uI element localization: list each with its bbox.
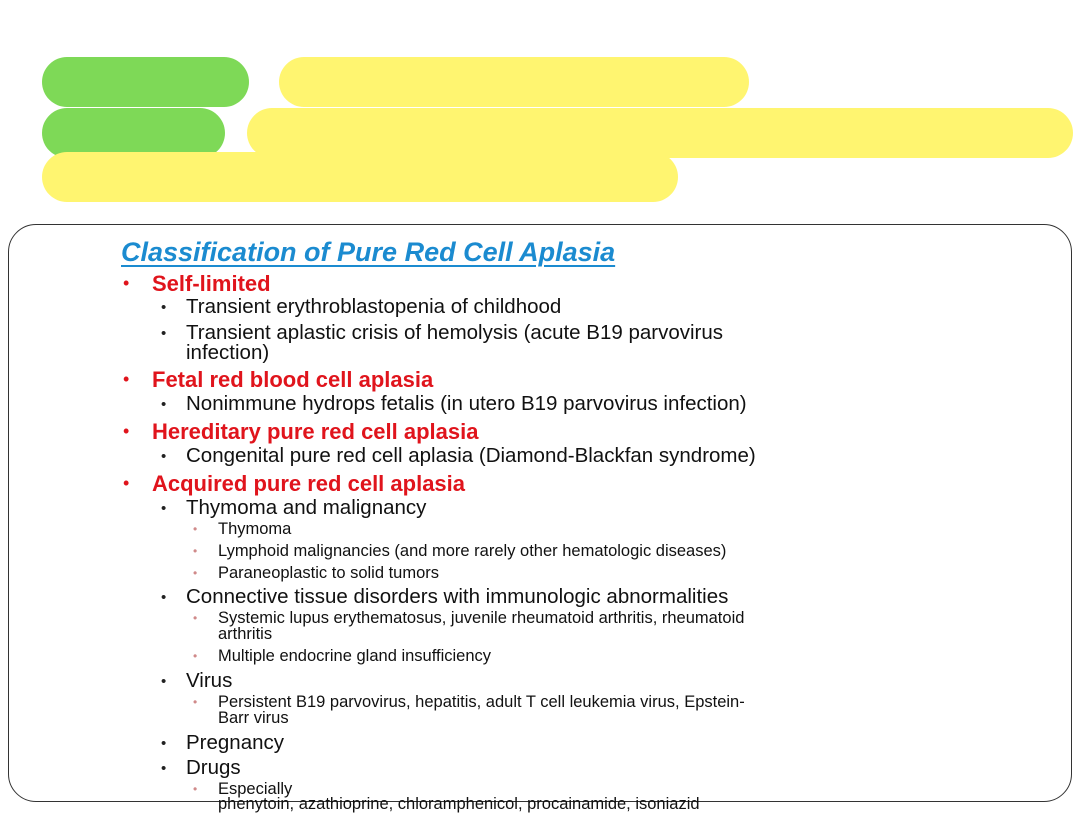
list-item: Nonimmune hydrops fetalis (in utero B19 parvovirus infection) [186,392,747,415]
bullet-icon: • [193,695,198,709]
slide-card [8,224,1072,813]
bullet-icon: • [161,735,167,752]
bullet-icon: • [161,448,167,465]
bullet-icon: • [193,522,198,536]
sub-item: Systemic lupus erythematosus, juvenile rheumatoid arthritis, rheumatoid [218,609,745,627]
bullet-icon: • [123,273,130,293]
bullet-icon: • [161,325,167,342]
section-heading-fetal: Fetal red blood cell aplasia [152,367,434,392]
sub-item: Paraneoplastic to solid tumors [218,564,440,582]
bullet-icon: • [193,544,198,558]
bullet-icon: • [161,299,167,316]
header-pill-yellow-2 [247,108,1073,158]
sub-item: Persistent B19 parvovirus, hepatitis, adult T cell leukemia virus, Epstein- [218,693,745,711]
bullet-icon: • [193,782,198,796]
list-item: Transient aplastic crisis of hemolysis (acute B19 parvovirus [186,321,724,344]
sub-item: Thymoma [218,520,292,538]
bullet-icon: • [193,611,198,625]
group-label-thymoma: Thymoma and malignancy [186,496,427,519]
bullet-icon: • [123,369,130,389]
sub-item: Especially [218,780,293,798]
header-pill-green-1 [42,57,249,107]
group-label-connective-tissue: Connective tissue disorders with immunologic abnormalities [186,585,729,608]
header-pill-green-2 [42,108,225,158]
group-label-pregnancy: Pregnancy [186,731,285,754]
section-heading-hereditary: Hereditary pure red cell aplasia [152,419,479,444]
list-item: Transient erythroblastopenia of childhood [186,295,562,318]
bullet-icon: • [193,566,198,580]
list-item: Congenital pure red cell aplasia (Diamond-Blackfan syndrome) [186,444,756,467]
bullet-icon: • [193,649,198,663]
sub-item-continuation: Barr virus [218,709,289,727]
bullet-icon: • [161,500,167,517]
sub-item: Multiple endocrine gland insufficiency [218,647,492,665]
bullet-icon: • [123,421,130,441]
bullet-icon: • [161,589,167,606]
slide-title: Classification of Pure Red Cell Aplasia [121,237,616,267]
bullet-icon: • [123,473,130,493]
group-label-virus: Virus [186,669,233,692]
header-pill-yellow-3 [42,152,678,202]
list-item-continuation: infection) [186,341,270,364]
bullet-icon: • [161,396,167,413]
bullet-icon: • [161,760,167,777]
bullet-icon: • [161,673,167,690]
sub-item-continuation: arthritis [218,625,273,643]
section-heading-acquired: Acquired pure red cell aplasia [152,471,466,496]
header-pill-yellow-1 [279,57,749,107]
group-label-drugs: Drugs [186,756,241,779]
sub-item: Lymphoid malignancies (and more rarely other hematologic diseases) [218,542,727,560]
section-heading-self-limited: Self-limited [152,271,271,296]
sub-item-continuation: phenytoin, azathioprine, chloramphenicol, procainamide, isoniazid [218,795,700,813]
